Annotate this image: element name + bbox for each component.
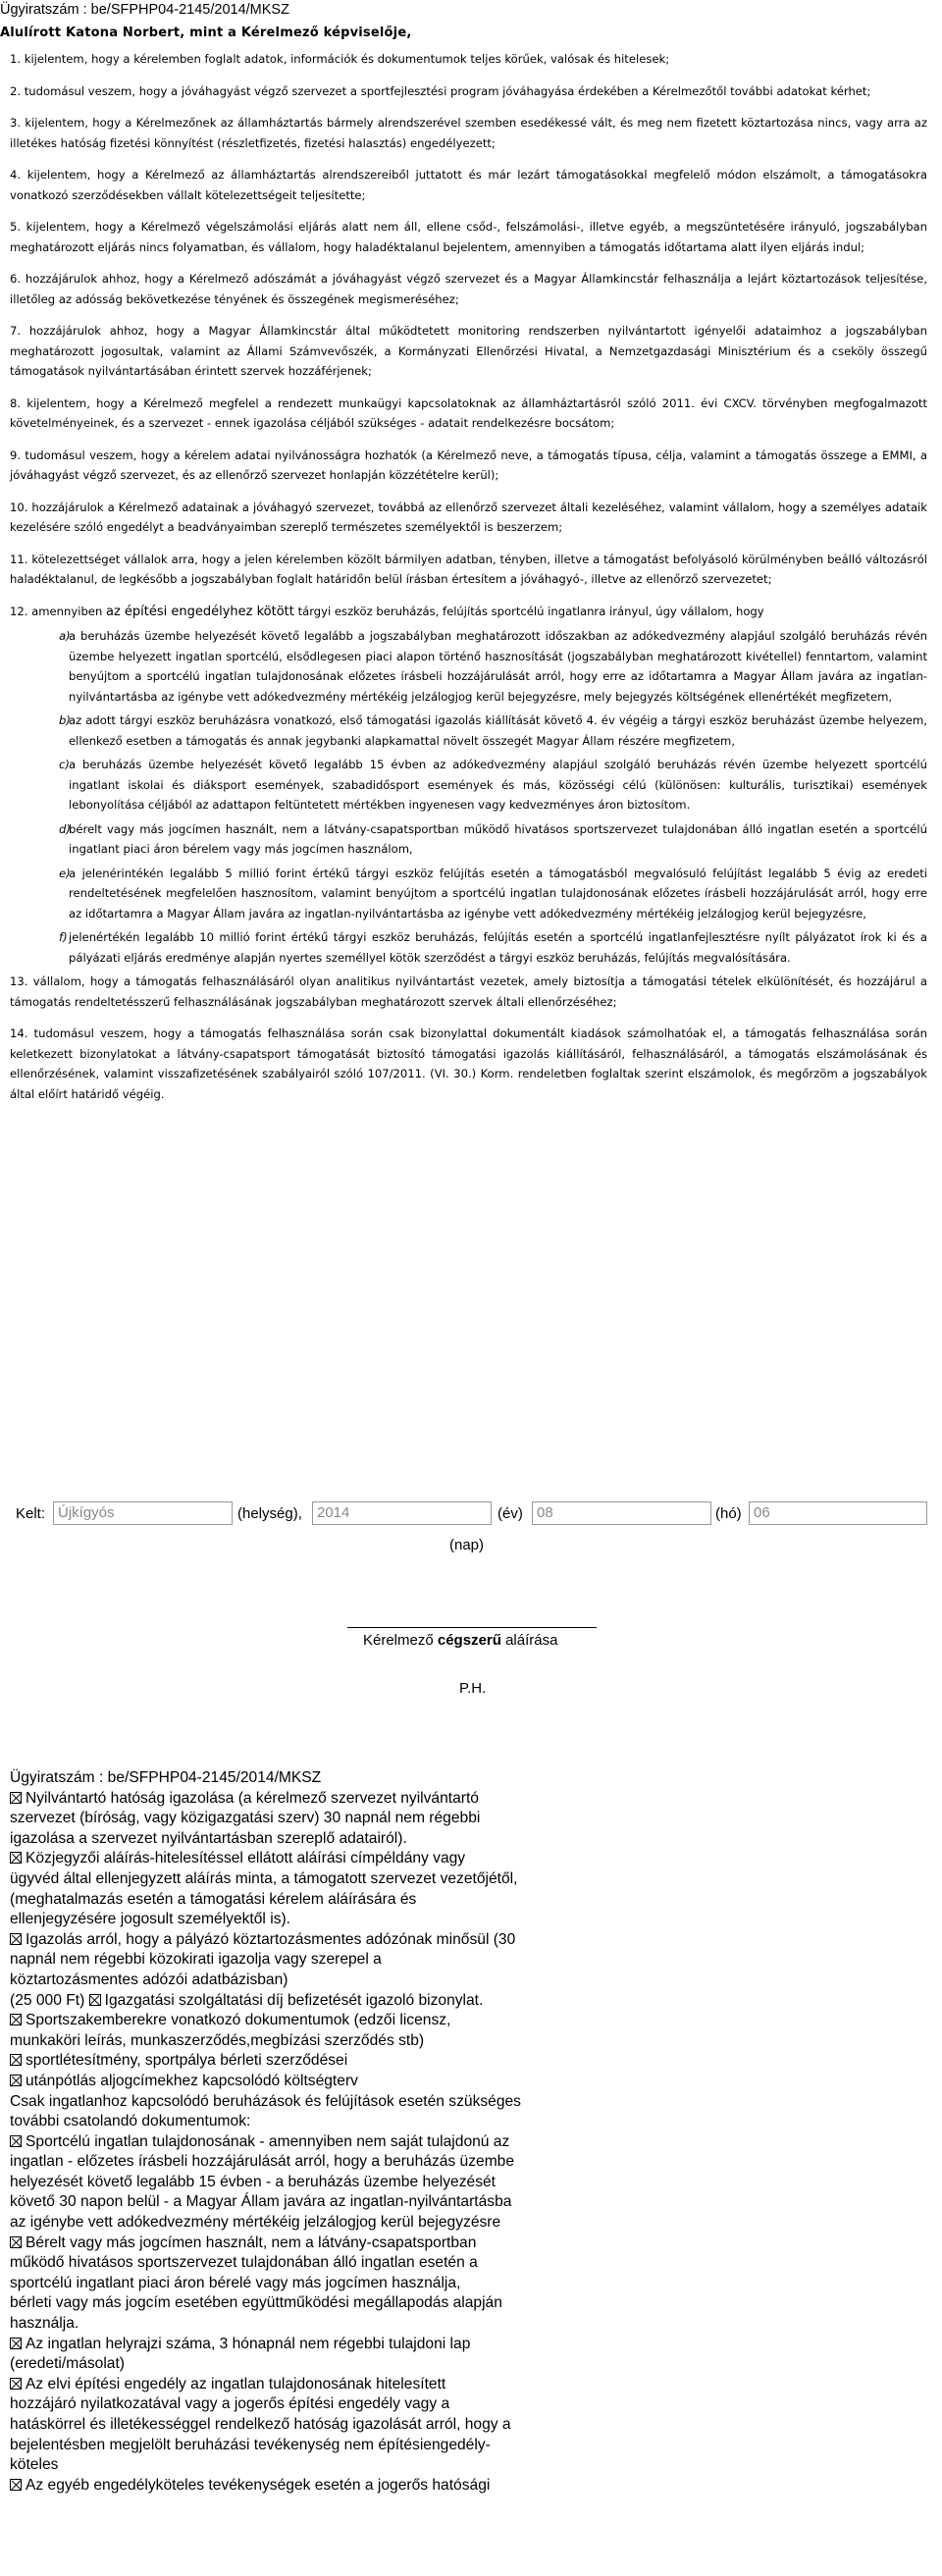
sub-item-text: jelenértékén legalább 10 millió forint értékű tárgyi eszköz beruházás, felújítás esetén a sportcélú ingatlanfejlesztésre nyílt pályázatot írok ki és a pályázati eljárás eredménye alapján nyertes személlyel kötök szerződést a tárgyi eszköz beruházás, felújítás megvalósítására. bbox=[69, 930, 927, 965]
attachment-line bbox=[10, 2455, 564, 2476]
attachment-text: köteles bbox=[10, 2456, 59, 2474]
attachment-text: munkaköri leírás, munkaszerződés,megbízási szerződés stb) bbox=[10, 2031, 425, 2049]
attachment-text: köztartozásmentes adózói adatbázisban) bbox=[10, 1971, 288, 1988]
declaration-item-4 bbox=[10, 165, 927, 205]
sub-item-1 bbox=[10, 626, 927, 707]
day-suffix: (nap) bbox=[449, 1537, 485, 1553]
attachment-text: (meghatalmazás esetén a támogatási kérelem aláírására és bbox=[10, 1890, 417, 1908]
attachment-text: az igénybe vett adókedvezmény mértékéig jelzálogjog kerül bejegyzésre bbox=[10, 2214, 501, 2232]
sub-item-letter: e) bbox=[59, 866, 71, 880]
item-number: 7. bbox=[10, 324, 29, 338]
attachment-line bbox=[10, 1930, 564, 1951]
attachment-line bbox=[10, 1910, 564, 1930]
year-field[interactable]: 2014 bbox=[312, 1501, 492, 1525]
attachment-line bbox=[10, 1849, 564, 1869]
attachment-text: Az egyéb engedélyköteles tevékenységek esetén a jogerős hatósági bbox=[26, 2476, 491, 2494]
attachment-text: hatáskörrel és illetékességgel rendelkező hatóság igazolását arról, hogy a bbox=[10, 2416, 511, 2433]
item-number: 14. bbox=[10, 1026, 34, 1040]
kelt-label: Kelt: bbox=[16, 1505, 46, 1522]
item-number: 9. bbox=[10, 447, 26, 462]
attachment-text: Bérelt vagy más jogcímen használt, nem a látvány-csapatsportban bbox=[26, 2234, 477, 2251]
attachment-item-13 bbox=[10, 2476, 564, 2497]
checked-box-icon[interactable] bbox=[10, 2014, 22, 2025]
attachment-text: használja. bbox=[10, 2315, 79, 2333]
sub-item-4 bbox=[10, 819, 927, 860]
signatory-line: Alulírott Katona Norbert, mint a Kérelmező képviselője, bbox=[0, 26, 412, 40]
declaration-item-3 bbox=[10, 113, 927, 153]
attachment-line bbox=[10, 1890, 564, 1911]
sub-item-3 bbox=[10, 755, 927, 815]
attachment-line bbox=[10, 2314, 564, 2335]
attachment-line bbox=[10, 1991, 564, 2012]
sub-item-text: a beruházás üzembe helyezését követő legalább 15 évben az adókedvezmény alapjául szolgáló beruházás révén üzembe helyezett sportcélú ingatlant iskolai és diáksport események, szabadidősport események és más, közösségi célú (különösen: kulturális, turisztikai) események lebonyolítása céljából az adattapon feltüntetett mértékben ingyenesen vagy kedvezményes áron biztosítom. bbox=[69, 758, 927, 812]
file-reference: Ügyiratszám : be/SFPHP04-2145/2014/MKSZ bbox=[0, 2, 289, 18]
attachment-text: helyezését követő legalább 15 évben - a beruházás üzembe helyezését bbox=[10, 2173, 496, 2190]
declaration-item-11 bbox=[10, 550, 927, 590]
attachment-line bbox=[10, 1809, 564, 1829]
month-field[interactable]: 08 bbox=[532, 1501, 711, 1525]
sub-item-text: a beruházás üzembe helyezését követő legalább a jogszabályban meghatározott időszakban az adókedvezmény alapjául szolgáló beruházás révén üzembe helyezett ingatlan sportcélú, elsődlegesen piaci alapon történő hasznosítását (jogszabályban meghatározott kivétellel) fenntartom, valamint benyújtom a sportcélú ingatlan tulajdonosának előzetes írásbeli hozzájárulását arról, hogy erre az időtartamra a Magyar Állam javára az ingatlan-nyilvántartásba az igénybe vett adókedvezmény mértékéig jelzálogjog kerül bejegyzésre, mely bejegyzés költségének ellenértékét megfizetem, bbox=[69, 629, 927, 704]
attachment-text: ingatlan - előzetes írásbeli hozzájárulását arról, hogy a beruházás üzembe bbox=[10, 2153, 515, 2171]
attachment-text: utánpótlás aljogcímekhez kapcsolódó költségterv bbox=[26, 2072, 358, 2089]
item-text: tudomásul veszem, hogy a kérelem adatai nyilvánosságra hozhatók (a Kérelmező neve, a támogatás típusa, célja, valamint a támogatás összege a EMMI, a jóváhagyást végző szervezet, és az ellenőrző szervezet honlapján közzétételre kerül); bbox=[10, 447, 928, 482]
emphasis-text: az építési engedélyhez kötött bbox=[105, 604, 294, 619]
attachment-text: Sportszakemberekre vonatkozó dokumentumok (edzői licensz, bbox=[26, 2012, 451, 2029]
attachment-text: Az ingatlan helyrajzi száma, 3 hónapnál nem régebbi tulajdoni lap bbox=[26, 2335, 471, 2352]
attachment-text: Csak ingatlanhoz kapcsolódó beruházások és felújítások esetén szükséges bbox=[10, 2092, 521, 2110]
month-suffix: (hó) bbox=[715, 1505, 742, 1522]
declaration-item-9 bbox=[10, 446, 927, 486]
attachment-line bbox=[10, 2213, 564, 2234]
checked-box-icon[interactable] bbox=[10, 1852, 22, 1864]
item-text: tudomásul veszem, hogy a jóváhagyást végző szervezet a sportfejlesztési program jóváhagyása érdekében a Kérelmezőtől további adatokat kérhet; bbox=[24, 83, 871, 98]
attachment-line bbox=[10, 2394, 564, 2415]
attachment-item-6 bbox=[10, 2051, 564, 2072]
attachment-item-5 bbox=[10, 2011, 564, 2051]
attachment-text: működő hivatásos sportszervezet tulajdonában álló ingatlan esetén a bbox=[10, 2254, 478, 2272]
stamp-placeholder: P.H. bbox=[459, 1680, 487, 1697]
attachment-line bbox=[10, 2132, 564, 2153]
attachment-text: (eredeti/másolat) bbox=[10, 2355, 125, 2373]
attachment-line bbox=[10, 2072, 564, 2092]
declaration-item-13 bbox=[10, 972, 927, 1012]
item-number: 11. bbox=[10, 552, 32, 566]
item-number: 2. bbox=[10, 83, 25, 98]
attachment-line bbox=[10, 2011, 564, 2031]
attachments-file-reference: Ügyiratszám : be/SFPHP04-2145/2014/MKSZ bbox=[10, 1769, 322, 1786]
attachment-text: hozzájáró nyilatkozatával vagy a jogerős építési engedély vagy a bbox=[10, 2395, 450, 2413]
attachment-line bbox=[10, 1950, 564, 1971]
attachment-text: Igazgatási szolgáltatási díj befizetését igazoló bizonylat. bbox=[104, 1991, 484, 2009]
attachment-line bbox=[10, 2031, 564, 2052]
attachment-item-2 bbox=[10, 1849, 564, 1929]
item-number: 10. bbox=[10, 499, 32, 514]
attachment-item-9 bbox=[10, 2132, 564, 2234]
item-text: vállalom, hogy a támogatás felhasználásáról olyan analitikus nyilvántartást vezetek, amely biztosítja a támogatási tételek elkülönítését, és hozzájárul a támogatás rendeltetésszerű felhasználásának jogszabályban meghatározott szervek általi ellenőrzéséhez; bbox=[10, 974, 928, 1009]
attachment-line bbox=[10, 2335, 564, 2355]
sub-item-letter: d) bbox=[59, 821, 71, 836]
attachment-prefix: (25 000 Ft) bbox=[10, 1991, 89, 2009]
attachment-line bbox=[10, 1971, 564, 1991]
declaration-item-14 bbox=[10, 1024, 927, 1104]
item-number: 1. bbox=[10, 52, 25, 66]
attachment-item-7 bbox=[10, 2072, 564, 2092]
attachments-list bbox=[10, 1789, 564, 2497]
attachment-item-10 bbox=[10, 2234, 564, 2335]
attachment-line bbox=[10, 1829, 564, 1850]
item-number: 4. bbox=[10, 168, 27, 182]
attachment-text: napnál nem régebbi közokirati igazolja vagy szerepel a bbox=[10, 1951, 382, 1969]
attachment-line bbox=[10, 2476, 564, 2497]
attachment-item-1 bbox=[10, 1789, 564, 1850]
attachment-line bbox=[10, 2051, 564, 2072]
attachment-text: sportcélú ingatlant piaci áron bérelé vagy más jogcímen használja, bbox=[10, 2274, 461, 2291]
item-number: 13. bbox=[10, 974, 33, 988]
sub-item-letter: f) bbox=[59, 930, 68, 944]
item-text: kijelentem, hogy a Kérelmező az államháztartás alrendszereiből juttatott és már lezárt támogatásokkal megfelelő módon elszámolt, a támogatásokra vonatkozó szerződésekben vállalt kötelezettségeit teljesítette; bbox=[10, 168, 927, 202]
attachment-item-12 bbox=[10, 2375, 564, 2476]
sub-item-2 bbox=[10, 710, 927, 751]
checked-box-icon[interactable] bbox=[10, 1933, 22, 1945]
attachment-text: Sportcélú ingatlan tulajdonosának - amennyiben nem saját tulajdonú az bbox=[26, 2132, 510, 2150]
item-number: 3. bbox=[10, 116, 26, 130]
attachment-text: ellenjegyzésére jogosult személyektől is). bbox=[10, 1911, 291, 1928]
item-text: kijelentem, hogy a Kérelmező végelszámolási eljárás alatt nem áll, ellene csőd-, felszámolási-, illetve egyéb, a megszüntetésére irányuló, jogszabályban meghatározott eljárás nincs folyamatban, és vállalom, hogy haladéktalanul bejelentem, amennyiben a támogatás időtartama alatt ilyen eljárás indul; bbox=[10, 220, 927, 254]
attachment-text: bejelentésben megjelölt beruházási tevékenység nem építésiengedély- bbox=[10, 2436, 491, 2453]
checked-box-icon[interactable] bbox=[10, 2378, 22, 2390]
sub-item-letter: a) bbox=[59, 629, 71, 643]
attachment-line bbox=[10, 2234, 564, 2254]
attachment-line bbox=[10, 2436, 564, 2456]
attachment-text: szervezet (bíróság, vagy közigazgatási szerv) 30 napnál nem régebbi bbox=[10, 1810, 481, 1827]
checked-box-icon[interactable] bbox=[10, 2054, 22, 2066]
item-number: 5. bbox=[10, 220, 26, 234]
declarations-list bbox=[10, 49, 927, 1116]
item-text: tudomásul veszem, hogy a támogatás felhasználása során csak bizonylattal dokumentált kiadások számolhatóak el, a támogatás felhasználása során keletkezett bizonylatokat a látvány-csapatsport támogatását biztosító támogatási igazolás kiállításáról, felhasználásáról, a támogatás elszámolásának és ellenőrzésének, valamint visszafizetésének szabályairól szóló 107/2011. (VI. 30.) Korm. rendeletben foglaltak szerint elszámolok, és megőrzöm a jogszabályok által előírt határidő végéig. bbox=[10, 1026, 927, 1101]
checked-box-icon[interactable] bbox=[10, 2075, 22, 2086]
sub-item-text: bérelt vagy más jogcímen használt, nem a látvány-csapatsportban működő hivatásos sportszervezet tulajdonában álló ingatlan esetén a sportcélú ingatlant piaci áron bérelem vagy más jogcímen használom, bbox=[69, 821, 927, 856]
attachment-text: követő 30 napon belül - a Magyar Állam javára az ingatlan-nyilvántartásba bbox=[10, 2193, 512, 2211]
attachments-section bbox=[10, 1768, 564, 2496]
attachment-text: ügyvéd által ellenjegyzett aláírás minta, a támogatott szervezet vezetőjétől, bbox=[10, 1869, 518, 1887]
item-text: kijelentem, hogy a kérelemben foglalt adatok, információk és dokumentumok teljes körűek, valósak és hitelesek; bbox=[24, 52, 670, 66]
item-number: 8. bbox=[10, 395, 27, 410]
attachment-text: Az elvi építési engedély az ingatlan tulajdonosának hitelesített bbox=[26, 2375, 446, 2392]
checked-box-icon[interactable] bbox=[10, 2338, 22, 2349]
day-field[interactable]: 06 bbox=[749, 1501, 927, 1525]
attachment-text: további csatolandó dokumentumok: bbox=[10, 2113, 251, 2130]
attachment-line bbox=[10, 1869, 564, 1890]
declaration-item-7 bbox=[10, 321, 927, 382]
attachment-line bbox=[10, 2354, 564, 2375]
attachment-line bbox=[10, 2293, 564, 2314]
checked-box-icon[interactable] bbox=[89, 1994, 101, 2006]
sub-item-6 bbox=[10, 927, 927, 968]
attachment-text: Közjegyzői aláírás-hitelesítéssel ellátott aláírási címpéldány vagy bbox=[26, 1850, 466, 1867]
item-text: hozzájárulok ahhoz, hogy a Kérelmező adószámát a jóváhagyást végző szervezet és a Magyar Államkincstár felhasználja a lejárt köztartozások teljesítése, illetőleg az adósság bekövetkezése tényének és összegének megismeréséhez; bbox=[10, 272, 928, 306]
attachment-text: bérleti vagy más jogcím esetében együttműködési megállapodás alapján bbox=[10, 2294, 502, 2312]
declaration-item-12: 12. amennyiben az építési engedélyhez kötött tárgyi eszköz beruházás, felújítás sportcélú ingatlanra irányul, úgy vállalom, hogy bbox=[10, 604, 764, 619]
checked-box-icon[interactable] bbox=[10, 2479, 22, 2491]
sub-item-letter: b) bbox=[59, 713, 71, 727]
attachment-item-8 bbox=[10, 2092, 564, 2132]
declaration-item-6 bbox=[10, 269, 927, 309]
attachment-line bbox=[10, 2253, 564, 2274]
item-text: kijelentem, hogy a Kérelmező megfelel a rendezett munkaügyi kapcsolatoknak az államháztartásról szóló 2011. évi CXCV. törvényben megfogalmazott követelményeinek, és a szervezet - ennek igazolása céljából szükséges - adatait rendelkezésre bocsátom; bbox=[10, 395, 927, 430]
checked-box-icon[interactable] bbox=[10, 2236, 22, 2248]
attachment-line bbox=[10, 2112, 564, 2132]
attachment-text: igazolása a szervezet nyilvántartásban szereplő adatairól). bbox=[10, 1829, 407, 1847]
sub-item-text: az adott tárgyi eszköz beruházásra vonatkozó, első támogatási igazolás kiállítását követő 4. év végéig a tárgyi eszköz beruházást üzembe helyezem, ellenkező esetben a támogatás és annak jegybanki alapkamattal növelt összegét Magyar Állam részére megfizetem, bbox=[69, 713, 927, 748]
checked-box-icon[interactable] bbox=[10, 1792, 22, 1804]
place-field[interactable]: Újkígyós bbox=[53, 1501, 233, 1525]
item-text: hozzájárulok ahhoz, hogy a Magyar Államkincstár által működtetett monitoring rendszerben nyilvántartott igényelői adataimhoz a jogszabályban meghatározott jogosultak, valamint az Állami Számvevőszék, a Kormányzati Ellenőrzési Hivatal, a Nemzetgazdasági Minisztérium és a cseköly összegű támogatások nyilvántartásában érintett szervek hozzáférjenek; bbox=[10, 324, 927, 378]
declaration-item-1 bbox=[10, 49, 927, 70]
item-number: 6. bbox=[10, 272, 26, 286]
declaration-item-10 bbox=[10, 498, 927, 538]
signature-label: Kérelmező cégszerű aláírása bbox=[363, 1632, 558, 1649]
signature-line bbox=[347, 1627, 597, 1628]
declaration-item-2 bbox=[10, 81, 927, 102]
item-text: kijelentem, hogy a Kérelmezőnek az államháztartás bármely alrendszerével szemben esedékessé vált, és meg nem fizetett köztartozása nincs, vagy arra az illetékes hatóság fizetési könnyítést (részletfizetés, fizetési halasztás) engedélyezett; bbox=[10, 116, 927, 150]
attachment-line bbox=[10, 2192, 564, 2213]
attachment-line bbox=[10, 2152, 564, 2173]
attachment-text: Nyilvántartó hatóság igazolása (a kérelmező szervezet nyilvántartó bbox=[26, 1789, 479, 1807]
item-text: kötelezettséget vállalok arra, hogy a jelen kérelemben közölt bármilyen adatban, tényben, illetve a támogatást befolyásoló körülményben beálló változásról haladéktalanul, de legkésőbb a jogszabályban foglalt határidőn belül írásban értesítem a jóváhagyó-, illetve az ellenőrző szervezetet; bbox=[10, 552, 927, 586]
attachment-line bbox=[10, 2092, 564, 2113]
attachment-item-11 bbox=[10, 2335, 564, 2375]
attachment-line bbox=[10, 2375, 564, 2395]
attachment-line bbox=[10, 2173, 564, 2193]
checked-box-icon[interactable] bbox=[10, 2135, 22, 2147]
item-text: hozzájárulok a Kérelmező adatainak a jóváhagyó szervezet, továbbá az ellenőrző szervezet általi kezeléséhez, valamint vállalom, hogy a személyes adataik kezelésére szóló engedélyt a beadványaimban szereplő természetes személyektől is beszerzem; bbox=[10, 499, 927, 534]
attachment-line bbox=[10, 2274, 564, 2294]
attachment-item-3 bbox=[10, 1930, 564, 1991]
attachment-item-4 bbox=[10, 1991, 564, 2012]
place-suffix: (helység), bbox=[237, 1505, 302, 1522]
attachment-line bbox=[10, 2415, 564, 2436]
attachment-text: Igazolás arról, hogy a pályázó köztartozásmentes adózónak minősül (30 bbox=[26, 1930, 516, 1948]
sub-item-5 bbox=[10, 864, 927, 924]
sub-items bbox=[10, 626, 927, 968]
sub-item-text: a jelenérintékén legalább 5 millió forint értékű tárgyi eszköz felújítás esetén a támogatásból megvalósuló felújítást legalább 5 évig az eredeti rendeltetésének megfelelően hasznosítom, valamint benyújtom a sportcélú ingatlan tulajdonosának előzetes írásbeli hozzájárulását arról, hogy erre az időtartamra a Magyar Állam javára az ingatlan-nyilvántartásba az igénybe vett adókedvezmény mértékéig jelzálogjog kerül bejegyzésre, bbox=[69, 866, 927, 920]
declaration-item-5 bbox=[10, 217, 927, 257]
attachment-line bbox=[10, 1789, 564, 1810]
attachment-text: sportlétesítmény, sportpálya bérleti szerződései bbox=[26, 2052, 348, 2070]
year-suffix: (év) bbox=[497, 1505, 523, 1522]
declaration-item-8 bbox=[10, 394, 927, 434]
sub-item-letter: c) bbox=[59, 758, 70, 771]
